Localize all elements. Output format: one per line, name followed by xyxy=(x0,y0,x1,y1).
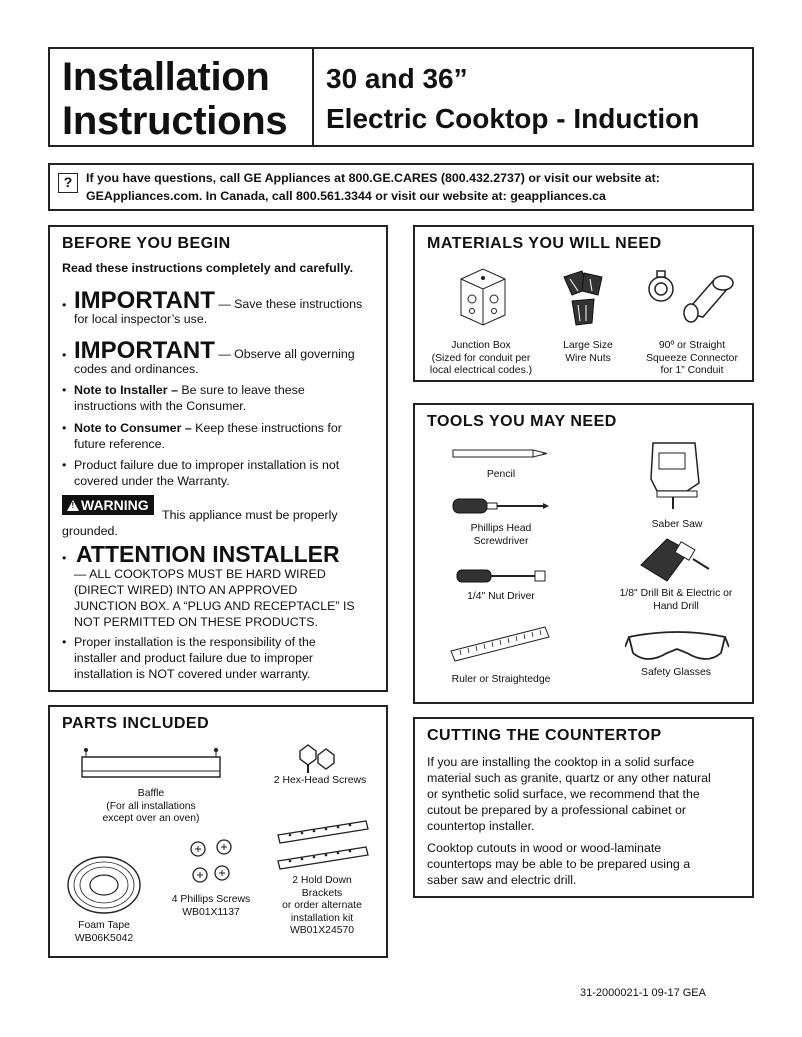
squeeze-connector-illustration xyxy=(643,267,743,323)
caption-line: or order alternate xyxy=(282,900,362,911)
caption-line: Screwdriver xyxy=(473,535,529,547)
caption-line: Pencil xyxy=(486,469,516,480)
proper-line-2: installer and product failure due to improper xyxy=(74,651,313,665)
title-line-2: Instructions xyxy=(62,99,288,143)
proper-line-1: Proper installation is the responsibility of the xyxy=(74,635,316,649)
caption-line: 1/8" Drill Bit & Electric or xyxy=(619,588,733,599)
section-title: PARTS INCLUDED xyxy=(62,715,210,732)
cutting-countertop-section xyxy=(413,717,754,898)
title-line-1: Installation xyxy=(62,55,270,99)
bullet: • xyxy=(62,421,67,435)
caption-line: Wire Nuts xyxy=(565,352,611,364)
note-text: Be sure to leave these xyxy=(177,383,305,397)
bullet: • xyxy=(62,383,67,397)
junction-box-illustration xyxy=(457,265,509,327)
contact-line-2: GEAppliances.com. In Canada, call 800.561.3344 or visit our website at: geappliances.ca xyxy=(86,189,606,203)
tool-caption xyxy=(621,667,731,680)
warning-badge xyxy=(62,495,154,515)
phillips-screws-illustration xyxy=(186,837,242,893)
note-text: Keep these instructions for xyxy=(191,421,342,435)
bullet: • xyxy=(62,551,67,565)
caption-line: local electrical codes.) xyxy=(429,365,533,376)
part-caption xyxy=(86,788,216,826)
part-caption xyxy=(260,775,380,788)
bullet: • xyxy=(62,458,67,472)
ruler-illustration xyxy=(449,623,553,663)
tool-caption xyxy=(451,469,551,482)
caption-line: 2 Hold Down xyxy=(292,875,352,886)
important-text-line2: codes and ordinances. xyxy=(74,362,199,376)
important-text: — Observe all governing xyxy=(214,347,355,361)
cutting-paragraph-1 xyxy=(427,754,747,834)
parts-included-section xyxy=(48,705,388,958)
electric-drill-illustration xyxy=(633,529,713,585)
warning-text: This appliance must be properly xyxy=(162,508,338,522)
section-title: MATERIALS YOU WILL NEED xyxy=(427,235,662,252)
caption-line: Saber Saw xyxy=(651,519,703,530)
paragraph-line: If you are installing the cooktop in a solid surface xyxy=(427,755,695,769)
note-text-line2: instructions with the Consumer. xyxy=(74,399,247,413)
important-text: — Save these instructions xyxy=(214,297,363,311)
cutting-paragraph-2 xyxy=(427,840,747,888)
saber-saw-illustration xyxy=(647,439,707,511)
caption-line: 2 Hex-Head Screws xyxy=(273,775,367,786)
warning-item xyxy=(62,495,338,538)
paragraph-line: cutout be prepared by a professional cabinet or xyxy=(427,803,686,817)
material-caption xyxy=(415,340,547,378)
contact-line-1: If you have questions, call GE Appliances at 800.GE.CARES (800.432.2737) or visit our website at: xyxy=(86,171,660,185)
tool-caption xyxy=(451,591,551,604)
caption-line: WB01X1137 xyxy=(182,906,240,918)
caption-line: Baffle xyxy=(137,788,165,799)
phillips-screwdriver-illustration xyxy=(451,495,551,517)
section-title: TOOLS YOU MAY NEED xyxy=(427,413,617,430)
caption-line: WB06K5042 xyxy=(74,932,134,944)
caption-line: Ruler or Straightedge xyxy=(451,674,551,685)
warning-triangle-icon xyxy=(67,500,79,511)
section-title: BEFORE YOU BEGIN xyxy=(62,235,231,252)
caption-line: installation kit xyxy=(290,912,354,924)
caption-line: Brackets xyxy=(301,887,343,899)
contact-banner xyxy=(48,163,754,211)
lead-text: Read these instructions completely and carefully. xyxy=(62,261,354,275)
part-caption xyxy=(156,894,266,919)
part-caption xyxy=(50,920,158,945)
question-icon: ? xyxy=(58,173,78,193)
caption-line: Squeeze Connector xyxy=(646,352,738,364)
foam-tape-illustration xyxy=(64,853,144,917)
warning-text-line2: grounded. xyxy=(62,524,118,538)
caption-line: Safety Glasses xyxy=(641,667,711,678)
important-label: IMPORTANT xyxy=(74,337,215,364)
caption-line: Hand Drill xyxy=(653,600,699,612)
paragraph-line: countertops may be able to be prepared using a xyxy=(427,857,691,871)
proper-line-3: installation is NOT covered under warranty. xyxy=(74,667,311,681)
caption-line: for 1” Conduit xyxy=(660,365,724,376)
before-you-begin-section xyxy=(48,225,388,692)
product-title-box xyxy=(312,47,754,147)
tool-caption xyxy=(451,523,551,548)
wire-nuts-illustration xyxy=(558,267,610,329)
hex-head-screws-illustration xyxy=(296,741,340,775)
paragraph-line: Cooktop cutouts in wood or wood-laminate xyxy=(427,841,662,855)
note-text-line2: future reference. xyxy=(74,437,165,451)
note-label: Note to Consumer – xyxy=(74,421,192,435)
caption-line: 1/4" Nut Driver xyxy=(467,591,535,602)
pencil-illustration xyxy=(451,447,551,461)
product-line-1: 30 and 36” xyxy=(326,63,468,94)
tool-caption xyxy=(611,588,741,613)
baffle-illustration xyxy=(76,747,226,781)
attention-line-1: — ALL COOKTOPS MUST BE HARD WIRED xyxy=(74,567,326,581)
tool-caption xyxy=(441,674,561,687)
caption-line: 4 Phillips Screws xyxy=(171,894,251,905)
section-title: CUTTING THE COUNTERTOP xyxy=(427,727,662,744)
safety-glasses-illustration xyxy=(625,623,729,667)
caption-line: Large Size xyxy=(563,340,613,351)
caption-line: Foam Tape xyxy=(78,920,130,931)
bullet: • xyxy=(62,348,67,362)
paragraph-line: saber saw and electric drill. xyxy=(427,873,577,887)
tools-section xyxy=(413,403,754,704)
attention-line-4: NOT PERMITTED ON THESE PRODUCTS. xyxy=(74,615,318,629)
hold-down-brackets-illustration xyxy=(274,817,374,873)
failure-line-1: Product failure due to improper installation is not xyxy=(74,458,340,472)
material-caption xyxy=(637,340,747,378)
caption-line: 90º or Straight xyxy=(658,340,726,351)
document-footer: 31-2000021-1 09-17 GEA xyxy=(580,987,706,999)
part-caption xyxy=(262,875,382,938)
warning-label: WARNING xyxy=(81,497,149,513)
caption-line: Phillips Head xyxy=(470,523,532,534)
attention-line-2: (DIRECT WIRED) INTO AN APPROVED xyxy=(74,583,298,597)
material-caption xyxy=(553,340,623,365)
document-title-box xyxy=(48,47,314,147)
materials-section xyxy=(413,225,754,382)
important-label: IMPORTANT xyxy=(74,287,215,314)
bullet: • xyxy=(62,298,67,312)
caption-line: except over an oven) xyxy=(102,813,200,824)
paragraph-line: countertop installer. xyxy=(427,819,535,833)
caption-line: (For all installations xyxy=(106,800,196,812)
paragraph-line: material such as granite, quartz or any other natural xyxy=(427,771,711,785)
bullet: • xyxy=(62,635,67,649)
caption-line: Junction Box xyxy=(451,340,511,351)
failure-line-2: covered under the Warranty. xyxy=(74,474,230,488)
nut-driver-illustration xyxy=(455,567,547,585)
important-text-line2: for local inspector’s use. xyxy=(74,312,208,326)
paragraph-line: or synthetic solid surface, we recommend that the xyxy=(427,787,700,801)
product-line-2: Electric Cooktop - Induction xyxy=(326,103,700,134)
attention-label: ATTENTION INSTALLER xyxy=(76,541,340,567)
caption-line: WB01X24570 xyxy=(289,925,355,936)
note-label: Note to Installer – xyxy=(74,383,178,397)
attention-line-3: JUNCTION BOX. A “PLUG AND RECEPTACLE” IS xyxy=(74,599,355,613)
caption-line: (Sized for conduit per xyxy=(431,352,531,364)
